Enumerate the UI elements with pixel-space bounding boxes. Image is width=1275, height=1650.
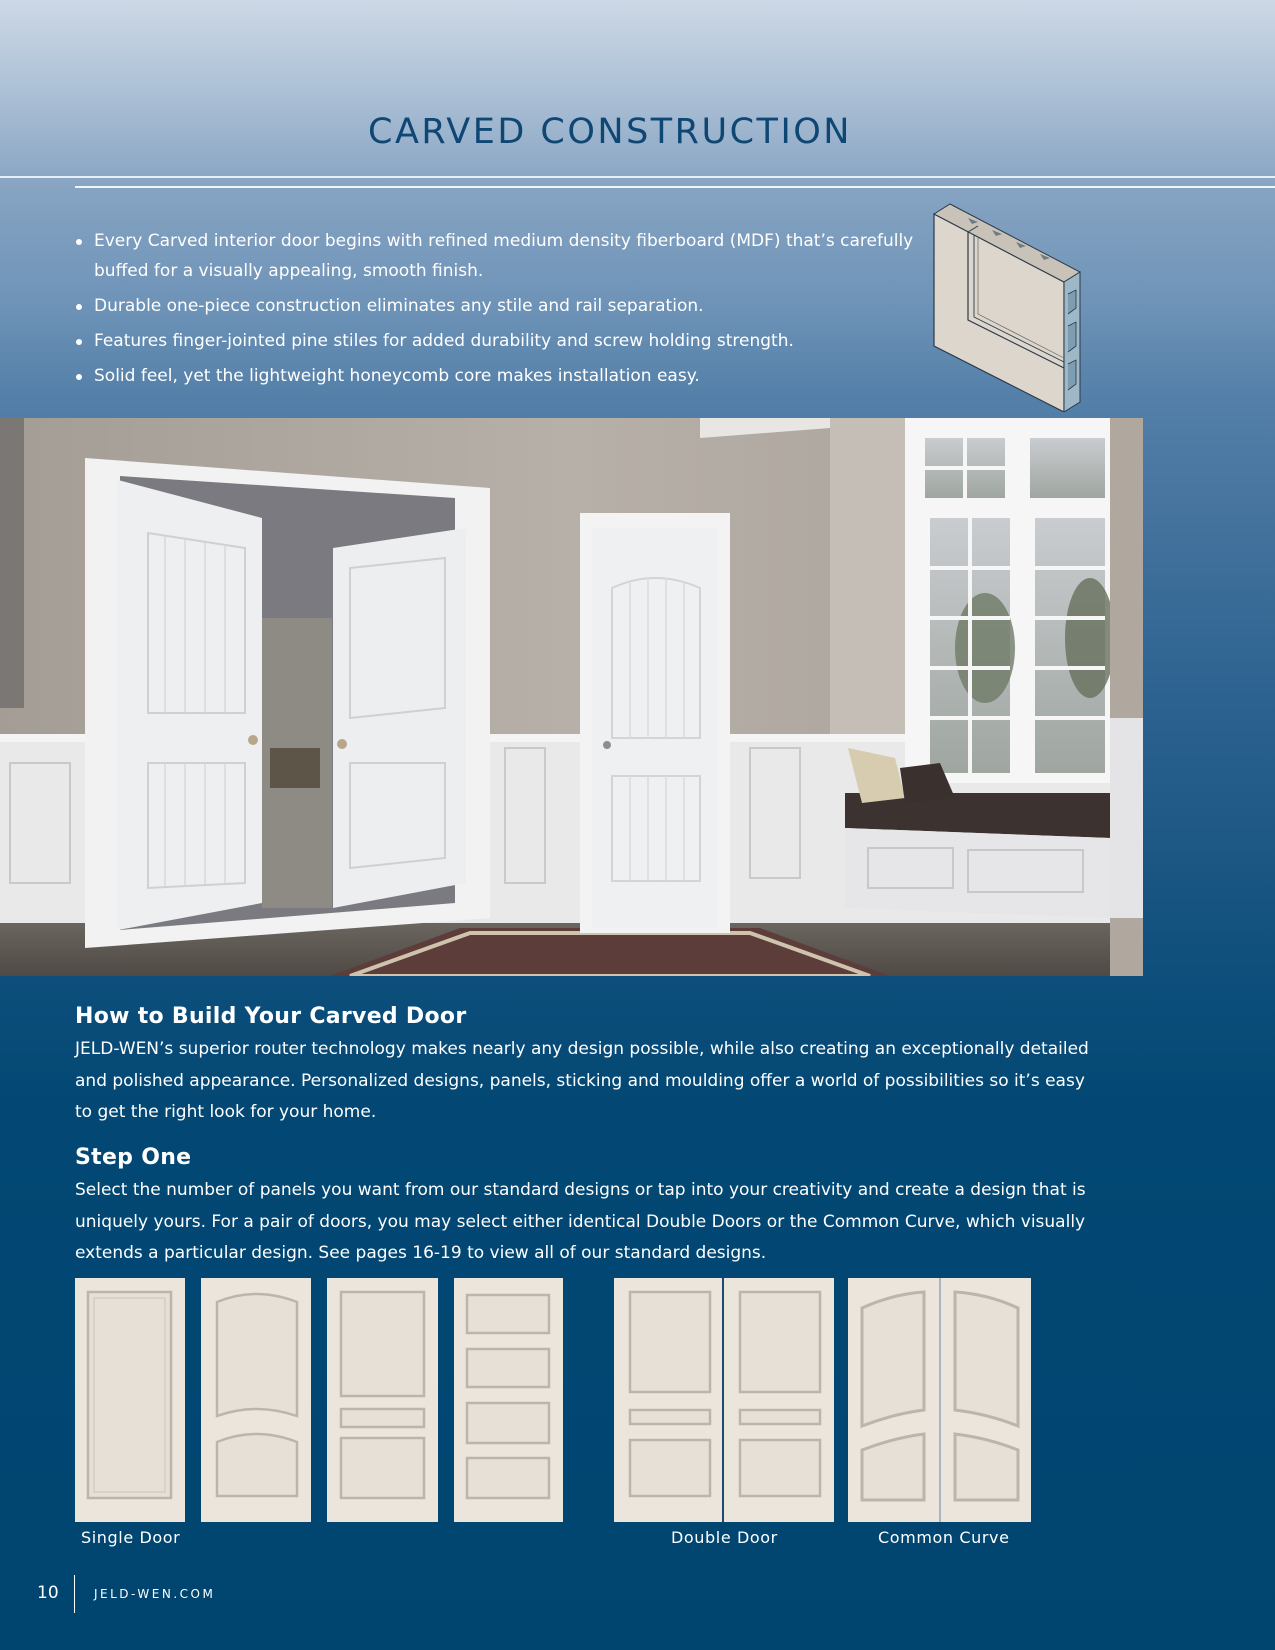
how-to-heading: How to Build Your Carved Door <box>75 1004 467 1029</box>
feature-item: Solid feel, yet the lightweight honeycomb core makes installation easy. <box>75 361 915 391</box>
header-rule-inset <box>75 186 1275 188</box>
door-design-four-panel[interactable] <box>454 1278 563 1522</box>
how-to-body: JELD-WEN’s superior router technology makes nearly any design possible, while also creating an exceptionally detailed and polished appearance. Personalized designs, panels, sticking and moulding offer a world of possibilities so it’s easy to get the right look for your home. <box>75 1039 1089 1122</box>
door-design-one-panel[interactable] <box>75 1278 185 1522</box>
feature-item: Features finger-jointed pine stiles for added durability and screw holding strength. <box>75 326 915 356</box>
website-link[interactable]: JELD-WEN.COM <box>94 1587 216 1601</box>
feature-list <box>75 226 915 396</box>
feature-item: Durable one-piece construction eliminates any stile and rail separation. <box>75 291 915 321</box>
label-common-curve: Common Curve <box>878 1528 1010 1547</box>
label-single-door: Single Door <box>81 1528 181 1547</box>
door-cutaway-illustration <box>928 196 1088 412</box>
page-title: CARVED CONSTRUCTION <box>368 112 852 152</box>
door-design-double-door[interactable] <box>614 1278 834 1522</box>
door-design-three-panel[interactable] <box>327 1278 438 1522</box>
label-double-door: Double Door <box>671 1528 778 1547</box>
door-design-two-panel-arch[interactable] <box>201 1278 311 1522</box>
header-rule-full <box>0 176 1275 178</box>
step-one-heading: Step One <box>75 1145 192 1170</box>
page-number: 10 <box>37 1583 59 1603</box>
door-design-common-curve[interactable] <box>848 1278 1031 1522</box>
footer-divider <box>74 1575 75 1613</box>
feature-item: Every Carved interior door begins with refined medium density fiberboard (MDF) that’s carefully buffed for a visually appealing, smooth finish. <box>75 226 915 286</box>
hero-room-photo <box>0 418 1143 976</box>
step-one-body: Select the number of panels you want from our standard designs or tap into your creativity and create a design that is uniquely yours. For a pair of doors, you may select either identical Double Doors or the Common Curve, which visually extends a particular design. See pages 16-19 to view all of our standard designs. <box>75 1180 1086 1263</box>
